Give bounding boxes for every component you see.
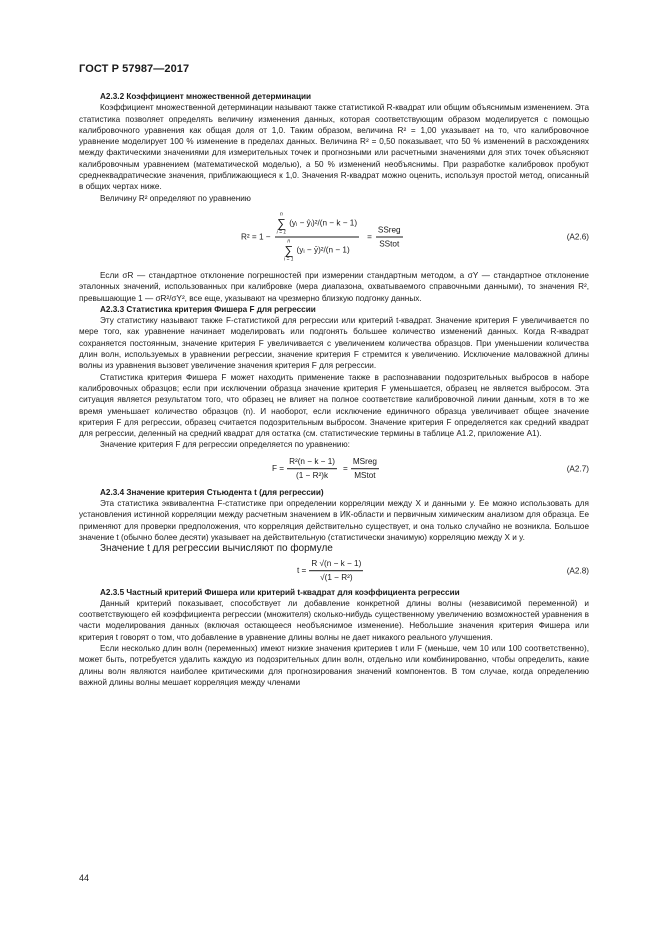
page-number: 44 — [79, 873, 90, 883]
equation-numerator: R²(n − k − 1) — [287, 456, 337, 469]
equation-lhs: R² = 1 − — [241, 232, 271, 242]
equals-sign: = — [343, 464, 348, 474]
equals-sign: = — [367, 232, 372, 242]
equation-lhs: t = — [297, 565, 307, 575]
equation-rhs-fraction — [376, 224, 403, 250]
section-heading-a234: А2.3.4 Значение критерия Стьюдента t (для регрессии) — [100, 487, 324, 497]
sum-symbol: n ∑ i = 1 — [276, 211, 287, 236]
paragraph: Если несколько длин волн (переменных) имеют низкие значения критериев t или F (меньше, чем 10 или 100 соответственно), может быть, потребуется удалить каждую из подозрительных длин волн, отдельно или комбинированно, чтобы определить, какие длины волн являются наиболее критическими для прогнозирования значений компонентов. В том случае, когда определению важной длины волны мешает корреляция между членами — [79, 643, 589, 687]
equation-a2-6 — [79, 205, 589, 269]
paragraph: Если σR — стандартное отклонение погрешностей при измерении стандартным методом, а σY — стандартное отклонение эталонных значений, использованных при калибровке (мера диапазона, охватываемого справочными данными), то значения R², превышающие 1 — σR²/σY², все еще, указывают на чрезмерно близкую подгонку данных. — [79, 270, 589, 303]
equation-denominator: √(1 − R²) — [320, 573, 353, 582]
paragraph: Коэффициент множественной детерминации называют также статистикой R-квадрат или общим объяснимым изменением. Эта статистика позволяет определять величину изменения данных, которая соответствующим образом моделируется с помощью калибровочного уравнения как общая доля от 1,0. Таким образом, величина R² = 1,00 указывает на то, что калибровочное уравнение моделирует 100 % изменение в пределах данных. Величина R² = 0,50 показывает, что 50 % изменений в расхождениях между фактическими значениями для измерительных точек и прогнозными или расчетными значениями для этих точек объясняют калибровочным уравнением (математической моделью), а 50 % изменений необъяснимы. При разработке калибровок пробуют среднеквадратические значения, приближающиеся к 1,0. Значения R-квадрат можно оценить, используя простой метод, описанный в общих чертах ниже. — [79, 103, 589, 192]
document-body — [79, 91, 589, 688]
equation-denominator: (yᵢ − ȳ)²/(n − 1) — [296, 245, 350, 255]
ms-reg: MSreg — [351, 456, 379, 469]
ss-reg: SSreg — [376, 224, 403, 237]
equation-fraction — [287, 456, 337, 482]
section-heading-a233: А2.3.3 Статистика критерия Фишера F для регрессии — [100, 304, 316, 314]
equation-numerator: (yᵢ − ŷᵢ)²/(n − k − 1) — [289, 218, 358, 228]
paragraph: Значение t для регрессии вычисляют по формуле — [100, 543, 333, 555]
paragraph: Значение критерия F для регрессии определяется по уравнению: — [100, 440, 350, 450]
equation-number: (А2.6) — [566, 232, 589, 242]
ms-tot: MStot — [354, 471, 376, 481]
section-heading-a232: А2.3.2 Коэффициент множественной детерминации — [100, 92, 312, 101]
equation-lhs: F = — [272, 464, 285, 474]
equation-number: (А2.7) — [566, 464, 589, 474]
equation-rhs-fraction — [351, 456, 379, 482]
equation-fraction — [309, 558, 363, 584]
paragraph: Величину R² определяют по уравнению — [100, 193, 251, 203]
sum-symbol: n ∑ i = 1 — [283, 238, 294, 263]
paragraph: Эту статистику называют также F-статистикой для регрессии или критерий t-квадрат. Значение критерия F увеличивается по мере того, как уравнение начинает моделировать или подгонять большее количество изменений данных. Когда R-квадрат сохраняется постоянным, значение критерия F увеличивается с увеличением количества образцов. При уменьшении количества длин волн, используемых в уравнении регрессии, значение критерия F стремится к увеличению. Исключение маловажной длины волны из уравнения вызовет увеличение значения критерия F для регрессии. — [79, 316, 589, 371]
equation-numerator: R √(n − k − 1) — [309, 558, 363, 571]
document-header: ГОСТ Р 57987—2017 — [79, 63, 190, 75]
paragraph: Данный критерий показывает, способствует ли добавление конкретной длины волны (независимой переменной) и соответствующего ей коэффициента регрессии (множителя) сколько-нибудь существенному увеличению возможностей уравнения в части моделирования данных (включая остающееся необъяснимое изменение). Небольшие значения критерия Фишера или критерия t говорят о том, что добавление в уравнение длины волны не дает никакого реального улучшения. — [79, 598, 589, 642]
ss-tot: SStot — [379, 239, 400, 249]
paragraph: Эта статистика эквивалентна F-статистике при определении корреляции между X и данными y. Ее можно использовать для установления истинной корреляции между расчетным значением в ИК-области и первичным химическим анализом для образца. Ее применяют для проверки предположения, что корреляция действительно существует, и она только случайно не возникла. Большое значение t (обычно более десяти) указывает на действительную (статистически значимую) корреляцию между X и y. — [79, 499, 589, 542]
paragraph: Статистика критерия Фишера F может находить применение также в распознавании подозрительных выбросов в наборе калибровочных образцов; если при исключении образца значение критерия F уменьшается, образец не является выбросом. Эта ситуация является результатом того, что образец не влияет на полное соответствие калибровочной линии данным, хотя в то же время уменьшает количество образцов (n). И наоборот, если исключение единичного образца увеличивает общее значение критерия F для регрессии, образец считается подозрительным выбросом. Значение критерия F определяется как средний квадрат для регрессии, деленный на средний квадрат для остатка (см. статистические термины в таблице А1.2, приложение А1). — [79, 372, 589, 439]
equation-number: (А2.8) — [566, 565, 589, 575]
equation-denominator: (1 − R²)k — [296, 471, 329, 481]
equation-a2-8 — [79, 556, 589, 586]
equation-a2-7 — [79, 452, 589, 486]
equation-fraction — [275, 211, 359, 262]
section-heading-a235: А2.3.5 Частный критерий Фишера или критерий t-квадрат для коэффициента регрессии — [100, 587, 460, 597]
